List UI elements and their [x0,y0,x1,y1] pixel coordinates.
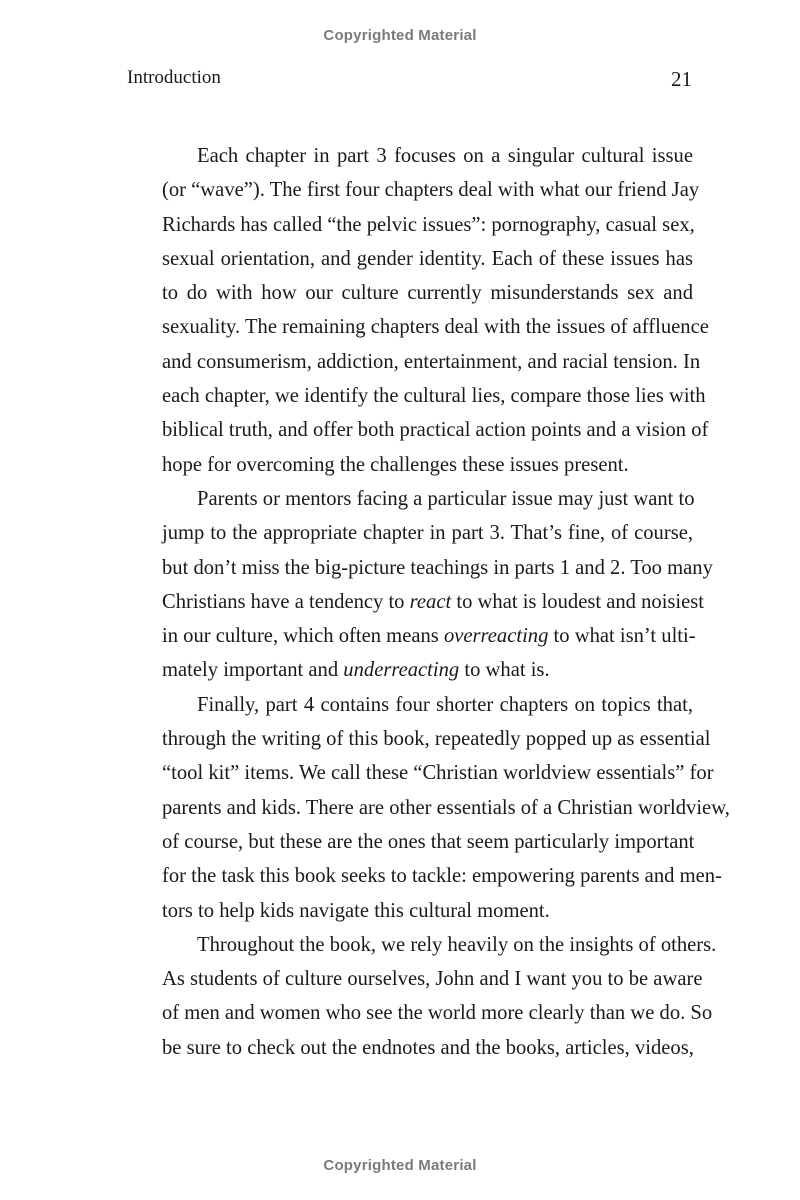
text-line: As students of culture ourselves, John and I want you to be aware [162,968,703,991]
text-line: to do with how our culture currently misunderstands sex and [162,282,693,305]
text-line: Parents or mentors facing a particular issue may just want to [197,487,695,510]
text-run: mately important and [162,659,344,682]
text-line: through the writing of this book, repeatedly popped up as essential [162,728,711,751]
text-line: parents and kids. There are other essentials of a Christian worldview, [162,796,730,819]
text-line: sexuality. The remaining chapters deal with the issues of affluence [162,316,709,339]
text-line: of men and women who see the world more clearly than we do. So [162,1002,713,1025]
page-number: 21 [671,67,692,91]
text-line: tors to help kids navigate this cultural moment. [162,899,550,922]
text-line: Each chapter in part 3 focuses on a singular cultural issue [197,145,693,167]
text-run: to what is. [459,659,550,682]
text-line: jump to the appropriate chapter in part 3. That’s fine, of course, [162,522,693,545]
emphasis-overreacting: overreacting [443,625,549,648]
section-title: Introduction [127,67,221,88]
emphasis-underreacting: underreacting [343,659,460,682]
text-line: for the task this book seeks to tackle: empowering parents and men- [162,865,722,888]
text-line: (or “wave”). The first four chapters deal with what our friend Jay [162,179,700,202]
text-line: Richards has called “the pelvic issues”: pornography, casual sex, [162,213,695,236]
emphasis-react: react [409,590,452,613]
text-line: hope for overcoming the challenges these issues present. [162,453,629,476]
running-head [127,67,692,93]
text-run: Christians have a tendency to [162,590,410,613]
text-line: Throughout the book, we rely heavily on the insights of others. [197,933,717,956]
paragraph-4 [127,928,717,1065]
text-line: sexual orientation, and gender identity. Each of these issues has [162,247,693,270]
text-line: of course, but these are the ones that seem particularly important [162,830,695,853]
text-run: in our culture, which often means [162,625,444,648]
text-line: “tool kit” items. We call these “Christian worldview essentials” for [162,762,714,785]
paragraph-3 [127,688,730,928]
text-line [127,585,705,619]
text-line: but don’t miss the big-picture teachings in parts 1 and 2. Too many [162,556,713,579]
text-line [127,619,696,653]
text-line: and consumerism, addiction, entertainment, and racial tension. In [162,350,701,373]
paragraph-1 [127,139,709,482]
text-run: to what isn’t ulti- [548,625,696,648]
copyright-watermark-bottom: Copyrighted Material [323,1157,477,1174]
text-line: Finally, part 4 contains four shorter chapters on topics that, [197,693,693,716]
text-line: each chapter, we identify the cultural lies, compare those lies with [162,385,706,408]
text-line [127,653,693,687]
text-line: be sure to check out the endnotes and the books, articles, videos, [162,1036,694,1059]
body-text [127,139,730,1065]
text-line: biblical truth, and offer both practical action points and a vision of [162,419,709,442]
text-run: to what is loudest and noisiest [451,590,705,613]
paragraph-2 [127,482,713,688]
copyright-watermark-top: Copyrighted Material [323,27,477,44]
